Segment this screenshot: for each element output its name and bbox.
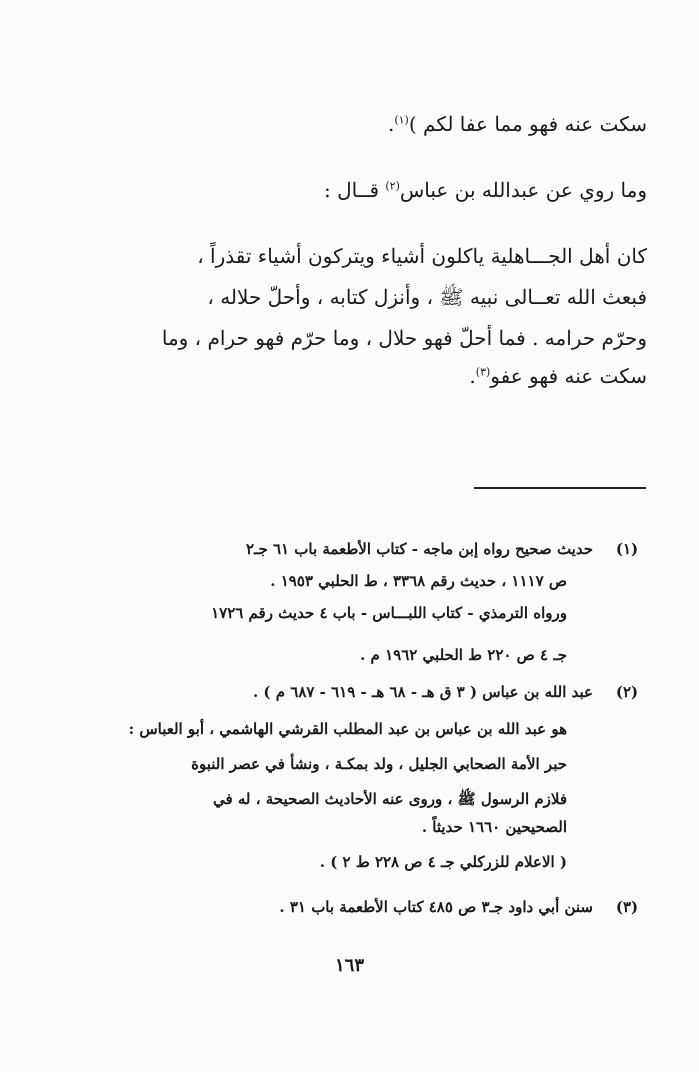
footnote-ref-2: (٢) (385, 179, 400, 193)
paragraph-line-3: وحرّم حرامه . فما أحلّ فهو حلال ، وما حرّم فهو حرام ، وما (161, 326, 647, 350)
body-text-tail: قــال : (324, 178, 386, 202)
footnote-1-line-2: ص ١١١٧ ، حديث رقم ٣٣٦٨ ، ط الحلبي ١٩٥٣ . (270, 572, 567, 590)
page-number: ١٦٣ (334, 955, 364, 976)
body-text: وما روي عن عبدالله بن عباس (399, 178, 647, 202)
body-text: سكت عنه فهو عفو (490, 364, 647, 388)
footnote-separator (474, 487, 646, 489)
footnote-text: سنن أبي داود جـ٣ ص ٤٨٥ كتاب الأطعمة باب ٣١ . (279, 898, 593, 916)
footnote-text: حديث صحيح رواه إبن ماجه - كتاب الأطعمة باب ٦١ جـ٢ (245, 540, 593, 558)
footnote-1-line-1 (246, 540, 647, 558)
footnote-text: عبد الله بن عباس ( ٣ ق هـ - ٦٨ هـ - ٦١٩ - ٦٨٧ م ) . (252, 683, 593, 701)
paragraph-line-2: فبعث الله تعــالى نبيه ﷺ ، وأنزل كتابه ، وأحلّ حلاله ، (207, 285, 647, 309)
footnote-2-line-2: هو عبد الله بن عباس بن عبد المطلب القرشي الهاشمي ، أبو العباس : (128, 720, 567, 738)
paragraph-line-4 (469, 364, 647, 388)
footnote-2-citation: ( الاعلام للزركلي جـ ٤ ص ٢٢٨ ط ٢ ) . (319, 853, 567, 871)
footnote-2-line-3: حبر الأمة الصحابي الجليل ، ولد بمكـة ، ونشأ في عصر النبوة (191, 755, 567, 773)
footnote-2-line-4: فلازم الرسول ﷺ ، وروى عنه الأحاديث الصحيحة ، له في (212, 790, 567, 808)
footnote-2-line-1 (253, 683, 647, 701)
footnote-2-number: (٢) (615, 683, 639, 701)
paragraph-line-1: كان أهل الجـــاهلية ياكلون أشياء ويتركون أشياء تقذراً ، (197, 244, 647, 268)
body-line-1 (388, 112, 647, 136)
footnote-ref-1: (١) (394, 113, 409, 127)
footnote-2-line-5: الصحيحين ١٦٦٠ حديثاً . (421, 818, 567, 836)
body-text-tail: . (469, 364, 476, 388)
footnote-1-line-3: ورواه الترمذي - كتاب اللبـــاس - باب ٤ حديث رقم ١٧٢٦ (211, 604, 567, 622)
body-line-2 (324, 178, 647, 202)
footnote-1-number: (١) (615, 540, 639, 558)
footnote-ref-3: (٣) (475, 365, 491, 379)
footnote-3-number: (٣) (615, 898, 639, 916)
footnote-3-line-1 (279, 898, 647, 916)
body-text: سكت عنه فهو مما عفا لكم ) (408, 112, 647, 136)
footnote-1-line-4: جـ ٤ ص ٢٢٠ ط الحلبي ١٩٦٢ م . (360, 646, 567, 664)
body-text-tail: . (387, 112, 395, 136)
